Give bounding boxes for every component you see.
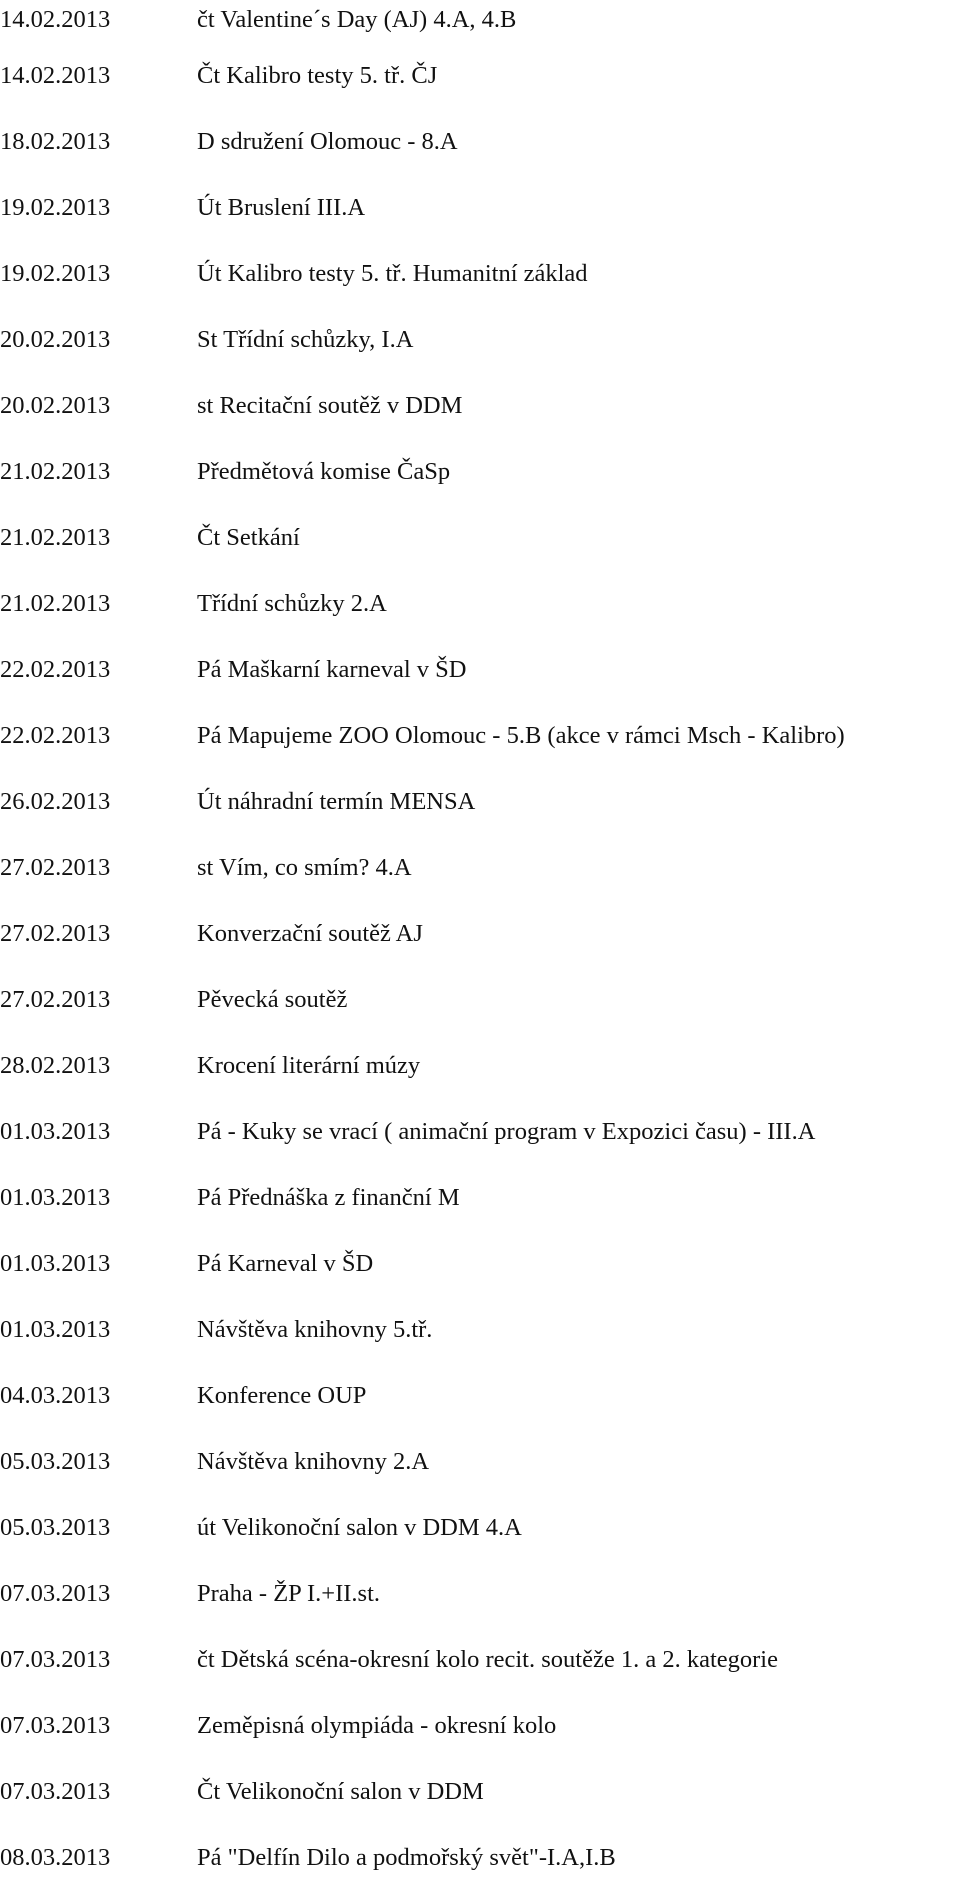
event-row [0,56,960,96]
event-date: 26.02.2013 [0,788,111,815]
event-date: 22.02.2013 [0,722,111,749]
event-description: Třídní schůzky 2.A [197,590,387,617]
event-date: 21.02.2013 [0,524,111,551]
event-date: 08.03.2013 [0,1844,111,1871]
event-description: Pá Maškarní karneval v ŠD [197,656,467,683]
event-date: 21.02.2013 [0,458,111,485]
event-description: St Třídní schůzky, I.A [197,326,414,353]
event-description: Pá Karneval v ŠD [197,1250,374,1277]
event-description: Pá - Kuky se vrací ( animační program v Expozici času) - III.A [197,1118,816,1145]
event-row [0,0,960,40]
event-row [0,914,960,954]
event-description: čt Valentine´s Day (AJ) 4.A, 4.B [197,6,517,33]
event-row [0,848,960,888]
event-date: 01.03.2013 [0,1118,111,1145]
event-description: Krocení literární múzy [197,1052,421,1079]
event-date: 19.02.2013 [0,194,111,221]
event-date: 21.02.2013 [0,590,111,617]
event-description: Čt Setkání [197,524,300,551]
event-description: D sdružení Olomouc - 8.A [197,128,458,155]
event-date: 05.03.2013 [0,1514,111,1541]
event-row [0,452,960,492]
event-row [0,1640,960,1680]
event-description: Konverzační soutěž AJ [197,920,423,947]
event-row [0,122,960,162]
event-description: Čt Kalibro testy 5. tř. ČJ [197,62,438,89]
event-row [0,1178,960,1218]
event-row [0,782,960,822]
event-row [0,1112,960,1152]
event-row [0,320,960,360]
event-date: 04.03.2013 [0,1382,111,1409]
event-date: 28.02.2013 [0,1052,111,1079]
event-row [0,1508,960,1548]
event-description: Čt Velikonoční salon v DDM [197,1778,484,1805]
event-row [0,188,960,228]
event-date: 14.02.2013 [0,6,111,33]
event-description: čt Dětská scéna-okresní kolo recit. soutěže 1. a 2. kategorie [197,1646,778,1673]
event-description: Návštěva knihovny 2.A [197,1448,430,1475]
event-description: st Recitační soutěž v DDM [197,392,463,419]
event-description: Předmětová komise ČaSp [197,458,451,485]
event-description: Út náhradní termín MENSA [197,788,476,815]
event-row [0,1376,960,1416]
event-date: 27.02.2013 [0,854,111,881]
event-row [0,254,960,294]
event-row [0,1046,960,1086]
event-row [0,1772,960,1812]
event-description: Pá "Delfín Dilo a podmořský svět"-I.A,I.B [197,1844,616,1871]
event-row [0,716,960,756]
event-date: 14.02.2013 [0,62,111,89]
event-description: Pá Mapujeme ZOO Olomouc - 5.B (akce v rámci Msch - Kalibro) [197,722,845,749]
event-date: 07.03.2013 [0,1712,111,1739]
event-row [0,1244,960,1284]
event-date: 19.02.2013 [0,260,111,287]
event-row [0,1838,960,1878]
event-date: 07.03.2013 [0,1778,111,1805]
event-description: Konference OUP [197,1382,367,1409]
event-row [0,1310,960,1350]
event-description: Út Kalibro testy 5. tř. Humanitní základ [197,260,588,287]
event-row [0,584,960,624]
event-date: 18.02.2013 [0,128,111,155]
event-row [0,518,960,558]
event-date: 01.03.2013 [0,1316,111,1343]
event-description: Út Bruslení III.A [197,194,366,221]
event-date: 20.02.2013 [0,326,111,353]
event-date: 07.03.2013 [0,1646,111,1673]
event-description: Pá Přednáška z finanční M [197,1184,460,1211]
event-date: 27.02.2013 [0,920,111,947]
event-date: 20.02.2013 [0,392,111,419]
event-row [0,980,960,1020]
event-description: út Velikonoční salon v DDM 4.A [197,1514,522,1541]
event-description: Praha - ŽP I.+II.st. [197,1580,381,1607]
event-row [0,1706,960,1746]
event-row [0,1574,960,1614]
event-description: Návštěva knihovny 5.tř. [197,1316,433,1343]
event-date: 05.03.2013 [0,1448,111,1475]
event-description: st Vím, co smím? 4.A [197,854,412,881]
event-description: Zeměpisná olympiáda - okresní kolo [197,1712,557,1739]
event-row [0,1442,960,1482]
event-date: 22.02.2013 [0,656,111,683]
event-date: 27.02.2013 [0,986,111,1013]
event-date: 01.03.2013 [0,1250,111,1277]
event-description: Pěvecká soutěž [197,986,348,1013]
event-date: 01.03.2013 [0,1184,111,1211]
event-row [0,650,960,690]
event-row [0,386,960,426]
event-date: 07.03.2013 [0,1580,111,1607]
